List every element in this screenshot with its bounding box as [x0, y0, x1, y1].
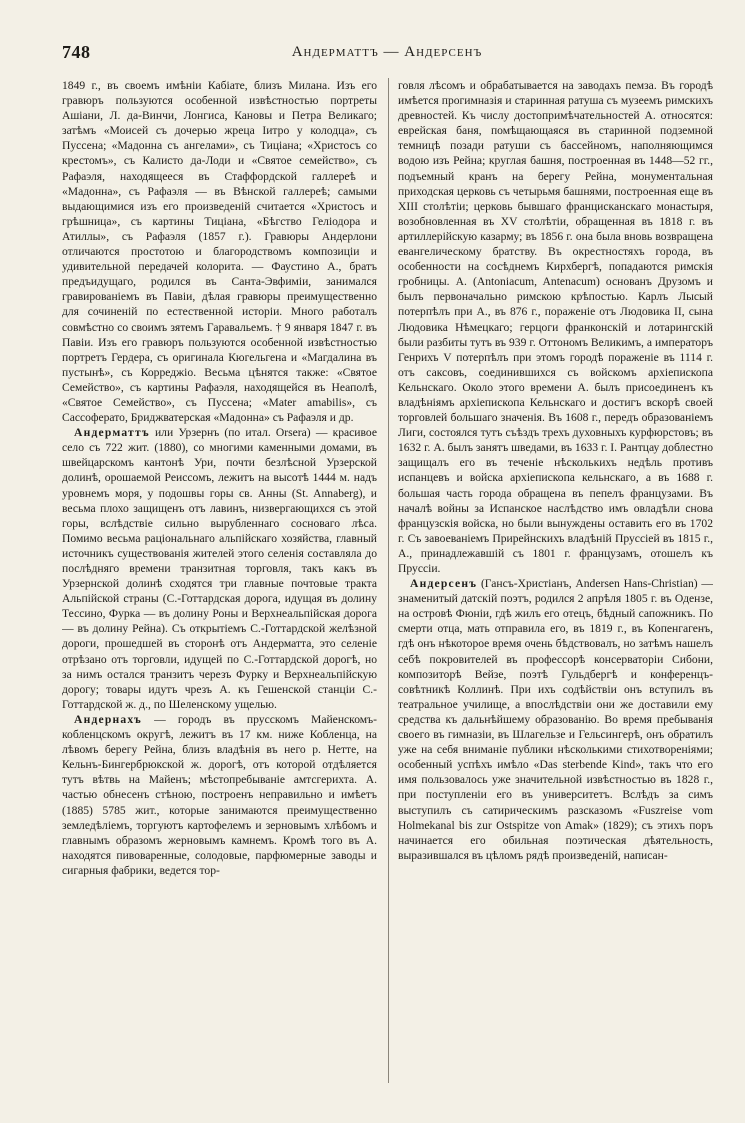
headword-andermatt: Андерматтъ [74, 426, 150, 440]
entry-andersen [398, 576, 713, 863]
entry-andermatt-text: или Урзернъ (по итал. Orsera) — красивое село съ 722 жит. (1880), со многими каменными домами, въ швейцарскомъ кантонѣ Ури, почти безлѣсной Урзерской долинѣ, орошаемой Реиссомъ, лежитъ на высотѣ 1444 м. надъ уровнемъ моря, у подошвы горы св. Анны (St. Annaberg), и весьма плохо защищенъ отъ лавинъ, низвергающихся съ этой горы, вслѣдствіе сильно вырубленнаго сосноваго лѣса. Помимо весьма раціональнаго альпійскаго хозяйства, главный источникъ существованія жителей этого селенія составляла до послѣдняго времени транзитная торговля, такъ какъ въ Урзернской долинѣ сходятся три главные почтовые тракта Альпійской страны (С.-Готтардская дорога, идущая въ долину Тессино, Фурка — въ долину Роны и Верхнеальпійская дорога — въ долину Рейна). Съ открытіемъ С.-Готтардской желѣзной дороги, прошедшей въ сторонѣ отъ Андерматта, это селеніе отрѣзано отъ торговли, идущей по С.-Готтардской дорогѣ, но за нимъ остался транзитъ черезъ Фурку и Верхнеальпійскую дорогу; товары идутъ чрезъ А. къ Гешенской станціи С.-Готтардской ж. д., по Шеленскому ущелью. [62, 426, 377, 711]
entry-andernach [62, 712, 377, 878]
entry-continuation-anderloni: 1849 г., въ своемъ имѣніи Кабіате, близъ Милана. Изъ его гравюръ пользуются особенной извѣстностью портреты Ашіани, Л. да-Винчи, Лонгиса, Кановы и Петра Великаго; затѣмъ «Моисей съ дочерью жреца Іитро у колодца», съ Пуссена; «Мадонна съ ангелами», съ Тиціана; «Христосъ со крестомъ», съ Калисто да-Лоди и «Святое семейство», съ Рафаэля, находящееся въ Стаффордской галлереѣ и «Мадонна», съ Рафаэля — въ Вѣнской галлереѣ; самыми выдающимися изъ его произведеній считается «Христосъ и грѣшница», съ картины Тиціана, «Бѣгство Геліодора и Атиллы», съ Рафаэля (1857 г.). Гравюры Андерлони отличаются простотою и благородствомъ композиціи и удивительной передачей колорита. — Фаустино А., братъ предъидущаго, родился въ Санта-Эвфиміи, занимался гравированіемъ въ Павіи, дѣлая гравюры преимущественно для сочиненій по естественной исторіи. Много работалъ совмѣстно со своимъ зятемъ Гаравальемъ. † 9 января 1847 г. въ Павіи. Изъ его гравюръ пользуются особенной извѣстностью портретъ Гердера, съ оригинала Кюгельгена и «Магдалина въ пустынѣ», съ Корреджіо. Весьма цѣнятся также: «Святое Семейство», съ картины Рафаэля, находящейся въ Неаполѣ, «Святое Семейство», съ Пуссена; «Mater amabilis», съ Сассоферато, Бриджватерская «Мадонна» съ Рафаэля и др. [62, 79, 377, 425]
right-column [398, 78, 713, 1088]
column-divider [388, 78, 389, 1083]
page-header [62, 42, 712, 66]
left-column [62, 78, 377, 1088]
headword-andersen: Андерсенъ [410, 577, 478, 591]
entry-continuation-andernach: говля лѣсомъ и обрабатывается на заводахъ пемза. Въ городѣ имѣется прогимназія и старинная ратуша съ музеемъ римскихъ древностей. Къ числу достопримѣчательностей А. относятся: еврейская баня, помѣщающаяся въ старинной подземной темницѣ позади ратуши съ бассейномъ, наполняющимся водою изъ Рейна; круглая башня, построенная въ 1448—52 гг., подъемный кранъ на берегу Рейна, монументальная приходская церковь съ четырьмя башнями, построенная еще въ XIII столѣтіи; церковь бывшаго францисканскаго монастыря, возобновленная въ XV столѣтіи, обращенная въ 1818 г. въ артиллерійскую казарму; въ 1856 г. она была вновь возвращена евангелическому братству. Въ окрестностяхъ города, въ особенности на сосѣднемъ Кирхбергѣ, попадаются римскія гробницы. А. (Antoniacum, Antenacum) основанъ Друзомъ и былъ первоначально римскою крѣпостью. Карлъ Лысый потерпѣлъ при А., въ 876 г., пораженіе отъ Людовика II, сына Людовика Нѣмецкаго; герцоги франконскій и лотарингскій были разбиты тутъ въ 939 г. Оттономъ Великимъ, а императоръ Генрихъ V потерпѣлъ при этомъ городѣ пораженіе въ 1114 г. отъ саксовъ, соединившихся съ войскомъ архіепископа Кельнскаго. Около этого времени А. былъ присоединенъ къ владѣніямъ архіепископа Кельнскаго и достигъ вскорѣ своей торговлей большаго значенія. Въ 1608 г., передъ образованіемъ Лиги, состоялся тутъ съѣздъ трехъ духовныхъ курфюрстовъ; въ 1632 г. А. былъ занятъ шведами, въ 1633 г. I. Рантцау доблестно защищалъ его въ теченіе нѣсколькихъ недѣль противъ испанцевъ и войска архіепископа кельнскаго, а въ 1688 г. большая часть города обращена въ пепелъ французами. Въ началѣ войны за Испанское наслѣдство имъ овладѣли снова французскія войска, но были вынуждены оставить его въ 1702 г. Съ завоеваніемъ Прирейнскихъ владѣній Пруссіей въ 1815 г., А., принадлежавшій съ 1801 г. французамъ, отошелъ къ Пруссіи. [398, 79, 713, 575]
headword-andernach: Андернахъ [74, 712, 142, 726]
entry-andermatt [62, 425, 377, 712]
page-number: 748 [62, 42, 91, 62]
running-title: Андерматтъ — Андерсенъ [291, 44, 483, 60]
entry-andernach-text: — городъ въ прусскомъ Майенскомъ-кобленцскомъ округѣ, лежитъ въ 17 км. ниже Кобленца, на лѣвомъ берегу Рейна, близъ владѣнія въ него р. Нетте, на Кельнъ-Бингербрюкской ж. дорогѣ, отъ которой отдѣляется тутъ вѣтвь на Майенъ; мѣстопребываніе амтсгерихта. А. частью обнесенъ стѣною, построенъ неправильно и имѣетъ (1885) 5785 жит., которые занимаются преимущественно земледѣліемъ, торгуютъ картофелемъ и зерновымъ хлѣбомъ и главнымъ образомъ жерновымъ камнемъ. Кромѣ того въ А. находятся пивоваренные, солодовые, парфюмерные заводы и сигарныя фабрики, ведется тор- [62, 712, 377, 877]
entry-andersen-text: (Гансъ-Христіанъ, Andersen Hans-Christian) — знаменитый датскій поэтъ, родился 2 апрѣля 1805 г. въ Одензе, на островѣ Фюніи, гдѣ жилъ его отецъ, бѣдный сапожникъ. По смерти отца, мать отправила его, въ 1819 г., въ Копенгагенъ, гдѣ онъ нѣкоторое время очень бѣдствовалъ, но затѣмъ нашелъ себѣ покровителей въ профессорѣ консерваторіи Сибони, композиторѣ Вейзе, поэтѣ Гульдбергѣ и конференцъ-совѣтникѣ Коллинѣ. При ихъ содѣйствіи онъ вступилъ въ театральное училище, а впослѣдствіи они же доставили ему средства къ дальнѣйшему образованію. Во время пребыванія своего въ гимназіи, въ Шлагельзе и Гельсингерѣ, онъ обратилъ уже на себя вниманіе публики нѣсколькими стихотвореніями; особенный успѣхъ имѣло «Das sterbende Kind», такъ что его имя пользовалось уже значительной извѣстностью въ 1828 г., при поступленіи его въ университетъ. Вслѣдъ за симъ выступилъ съ сатирическимъ разсказомъ «Fuszreise vom Holmekanal bis zur Ostspitze von Amak» (1829); съ этихъ поръ начинается его обильная поэтическая дѣятельность, выразившался въ цѣломъ рядѣ произведеній, написан- [398, 577, 713, 862]
